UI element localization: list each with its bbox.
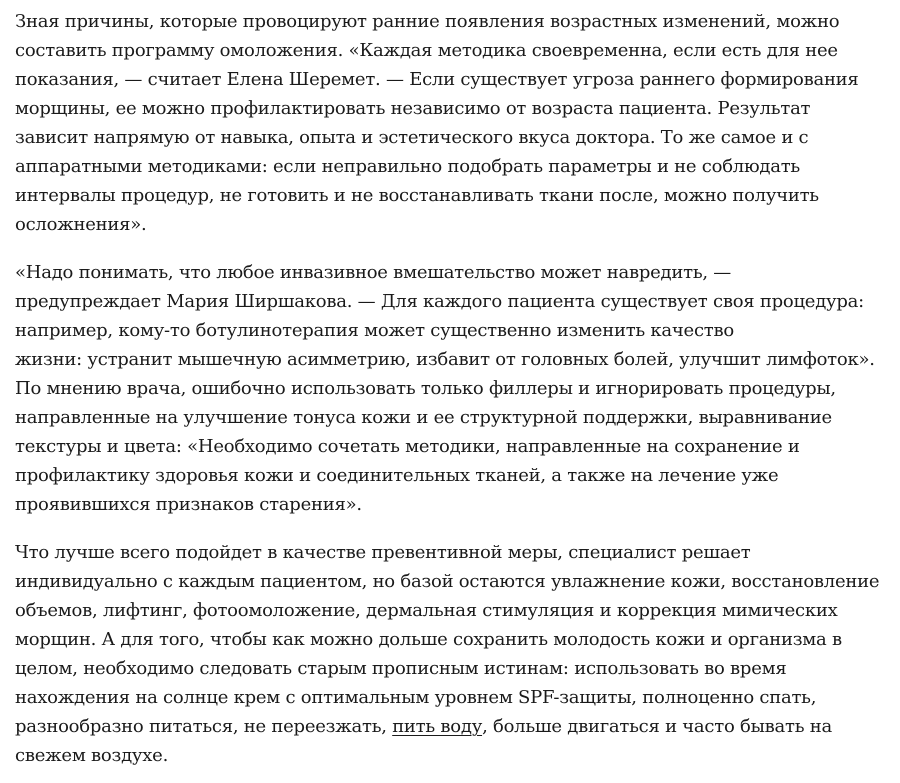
link-line-before: разнообразно питаться, не переезжать, xyxy=(15,716,393,737)
text-line: свежем воздухе. xyxy=(15,745,169,766)
text-line: показания, — считает Елена Шеремет. — Если существует угроза раннего формирования xyxy=(15,69,859,90)
paragraph-1 xyxy=(15,7,859,239)
text-line: например, кому-то ботулинотерапия может существенно изменить качество xyxy=(15,320,734,341)
text-line: предупреждает Мария Ширшакова. — Для каждого пациента существует своя процедура: xyxy=(15,291,864,312)
text-line: «Надо понимать, что любое инвазивное вмешательство может навредить, — xyxy=(15,262,732,283)
text-line: проявившихся признаков старения». xyxy=(15,494,362,515)
link-line-after: , больше двигаться и часто бывать на xyxy=(482,716,832,737)
text-line: морщины, ее можно профилактировать независимо от возраста пациента. Результат xyxy=(15,98,811,119)
text-line-with-link xyxy=(15,712,832,741)
text-line: морщин. А для того, чтобы как можно дольше сохранить молодость кожи и организма в xyxy=(15,629,842,650)
text-line: профилактику здоровья кожи и соединительных тканей, а также на лечение уже xyxy=(15,465,779,486)
paragraph-3 xyxy=(15,538,880,770)
drink-water-link[interactable]: пить воду xyxy=(392,716,483,737)
text-line: нахождения на солнце крем с оптимальным уровнем SPF-защиты, полноценно спать, xyxy=(15,687,817,708)
text-line: По мнению врача, ошибочно использовать только филлеры и игнорировать процедуры, xyxy=(15,378,836,399)
text-line: осложнения». xyxy=(15,214,147,235)
text-line: жизни: устранит мышечную асимметрию, избавит от головных болей, улучшит лимфоток». xyxy=(15,349,875,370)
text-line: индивидуально с каждым пациентом, но базой остаются увлажнение кожи, восстановление xyxy=(15,571,880,592)
text-line: составить программу омоложения. «Каждая методика своевременна, если есть для нее xyxy=(15,40,838,61)
text-line: направленные на улучшение тонуса кожи и ее структурной поддержки, выравнивание xyxy=(15,407,832,428)
text-line: целом, необходимо следовать старым прописным истинам: использовать во время xyxy=(15,658,787,679)
text-line: интервалы процедур, не готовить и не восстанавливать ткани после, можно получить xyxy=(15,185,819,206)
text-line: зависит напрямую от навыка, опыта и эстетического вкуса доктора. То же самое и с xyxy=(15,127,809,148)
text-line: текстуры и цвета: «Необходимо сочетать методики, направленные на сохранение и xyxy=(15,436,800,457)
text-line: Что лучше всего подойдет в качестве превентивной меры, специалист решает xyxy=(15,542,751,563)
paragraph-2 xyxy=(15,258,875,519)
text-line: объемов, лифтинг, фотоомоложение, дермальная стимуляция и коррекция мимических xyxy=(15,600,838,621)
text-line: Зная причины, которые провоцируют ранние появления возрастных изменений, можно xyxy=(15,11,840,32)
text-line: аппаратными методиками: если неправильно подобрать параметры и не соблюдать xyxy=(15,156,800,177)
